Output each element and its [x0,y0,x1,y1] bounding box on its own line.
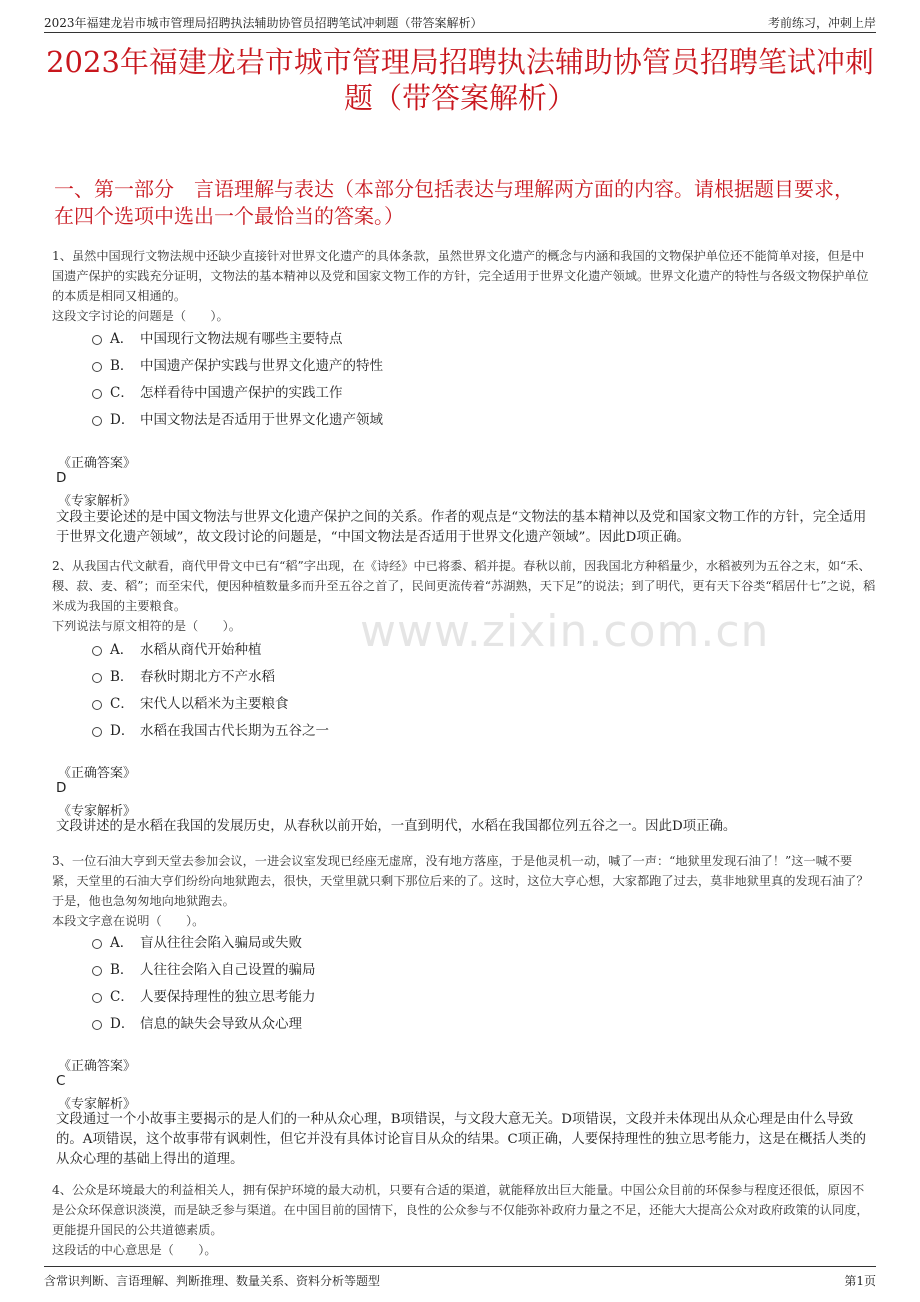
radio-icon[interactable] [92,335,102,345]
document-title: 2023年福建龙岩市城市管理局招聘执法辅助协管员招聘笔试冲刺题（带答案解析） [46,45,874,115]
option-c[interactable]: C． 怎样看待中国遗产保护的实践工作 [92,380,343,402]
radio-icon[interactable] [92,362,102,372]
option-c[interactable]: C． 宋代人以稻米为主要粮食 [92,691,289,713]
option-d[interactable]: D． 水稻在我国古代长期为五谷之一 [92,718,329,740]
answer-label: 《正确答案》 [58,456,137,471]
question-3 [52,851,876,931]
answer-label: 《正确答案》 [58,1059,137,1074]
analysis-text: 文段通过一个小故事主要揭示的是人们的一种从众心理，B项错误，与文段大意无关。D项错误，文段并未体现出从众心理是由什么导致的。A项错误，这个故事带有讽刺性，但它并没有具体讨论盲目从众的结果。C项正确，人要保持理性的独立思考能力，这是在概括人类的从众心理的基础上得出的道理。 [56,1112,866,1167]
watermark: www.zixin.com.cn [360,606,770,657]
page-header [44,10,876,33]
question-prompt: 这段话的中心意思是（ ）。 [52,1243,217,1257]
answer-label: 《正确答案》 [58,766,137,781]
question-4 [52,1180,876,1260]
radio-icon[interactable] [92,966,102,976]
question-stem: 2、从我国古代文献看，商代甲骨文中已有“稻”字出现，在《诗经》中已将黍、稻并提。春秋以前，因我国北方种稻量少，水稻被列为五谷之末，如“禾、稷、菽、麦、稻”；而至宋代，便因种植数量多而升至五谷之首了，民间更流传着“苏湖熟，天下足”的说法；到了明代，更有天下谷类“稻居什七”之说，稻米成为我国的主要粮食。 [52,559,876,613]
option-b[interactable]: B． 人往往会陷入自己设置的骗局 [92,957,316,979]
header-slogan: 考前练习，冲刺上岸 [767,16,876,30]
answer-value: D [56,780,67,796]
radio-icon[interactable] [92,1020,102,1030]
option-a[interactable]: A． 中国现行文物法规有哪些主要特点 [92,326,343,348]
radio-icon[interactable] [92,389,102,399]
option-b[interactable]: B． 中国遗产保护实践与世界文化遗产的特性 [92,353,383,375]
header-title: 2023年福建龙岩市城市管理局招聘执法辅助协管员招聘笔试冲刺题（带答案解析） [44,16,483,30]
question-stem: 4、公众是环境最大的利益相关人，拥有保护环境的最大动机，只要有合适的渠道，就能释放出巨大能量。中国公众目前的环保参与程度还很低，原因不是公众环保意识淡漠，而是缺乏参与渠道。在中国目前的国情下，良性的公众参与不仅能弥补政府力量之不足，还能大大提高公众对政府政策的认同度，更能提升国民的公共道德素质。 [52,1183,869,1237]
answer-value: D [56,470,67,486]
analysis-label: 《专家解析》 [58,494,137,509]
radio-icon[interactable] [92,416,102,426]
option-a[interactable]: A． 水稻从商代开始种植 [92,637,262,659]
question-prompt: 本段文字意在说明（ ）。 [52,914,205,928]
analysis-text: 文段讲述的是水稻在我国的发展历史，从春秋以前开始，一直到明代，水稻在我国都位列五谷之一。因此D项正确。 [56,819,737,834]
question-2 [52,556,876,636]
question-prompt: 下列说法与原文相符的是（ ）。 [52,619,241,633]
option-a[interactable]: A． 盲从往往会陷入骗局或失败 [92,930,302,952]
radio-icon[interactable] [92,939,102,949]
answer-value: C [56,1073,66,1089]
footer-description: 含常识判断、言语理解、判断推理、数量关系、资料分析等题型 [44,1274,381,1288]
section-heading: 一、第一部分 言语理解与表达（本部分包括表达与理解两方面的内容。请根据题目要求，在四个选项中选出一个最恰当的答案。） [54,177,854,228]
analysis-label: 《专家解析》 [58,804,137,819]
page-number: 第1页 [844,1274,876,1288]
analysis-label: 《专家解析》 [58,1097,137,1112]
analysis-text: 文段主要论述的是中国文物法与世界文化遗产保护之间的关系。作者的观点是“文物法的基本精神以及党和国家文物工作的方针，完全适用于世界文化遗产领域”，故文段讨论的问题是，“中国文物法是否适用于世界文化遗产领域”。因此D项正确。 [56,510,867,545]
radio-icon[interactable] [92,700,102,710]
page-footer [44,1266,876,1291]
question-1 [52,246,876,326]
radio-icon[interactable] [92,646,102,656]
question-prompt: 这段文字讨论的问题是（ ）。 [52,309,229,323]
radio-icon[interactable] [92,673,102,683]
radio-icon[interactable] [92,993,102,1003]
option-d[interactable]: D． 信息的缺失会导致从众心理 [92,1011,302,1033]
option-c[interactable]: C． 人要保持理性的独立思考能力 [92,984,316,1006]
option-b[interactable]: B． 春秋时期北方不产水稻 [92,664,275,686]
option-d[interactable]: D． 中国文物法是否适用于世界文化遗产领域 [92,407,383,429]
radio-icon[interactable] [92,727,102,737]
question-stem: 1、虽然中国现行文物法规中还缺少直接针对世界文化遗产的具体条款，虽然世界文化遗产的概念与内涵和我国的文物保护单位还不能简单对接，但是中国遗产保护的实践充分证明，文物法的基本精神以及党和国家文物工作的方针，完全适用于世界文化遗产领域。世界文化遗产的特性与各级文物保护单位的本质是相同又相通的。 [52,249,869,303]
question-stem: 3、一位石油大亨到天堂去参加会议，一进会议室发现已经座无虚席，没有地方落座，于是他灵机一动，喊了一声：“地狱里发现石油了！”这一喊不要紧，天堂里的石油大亨们纷纷向地狱跑去，很快，天堂里就只剩下那位后来的了。这时，这位大亨心想，大家都跑了过去，莫非地狱里真的发现石油了？于是，他也急匆匆地向地狱跑去。 [52,854,869,908]
